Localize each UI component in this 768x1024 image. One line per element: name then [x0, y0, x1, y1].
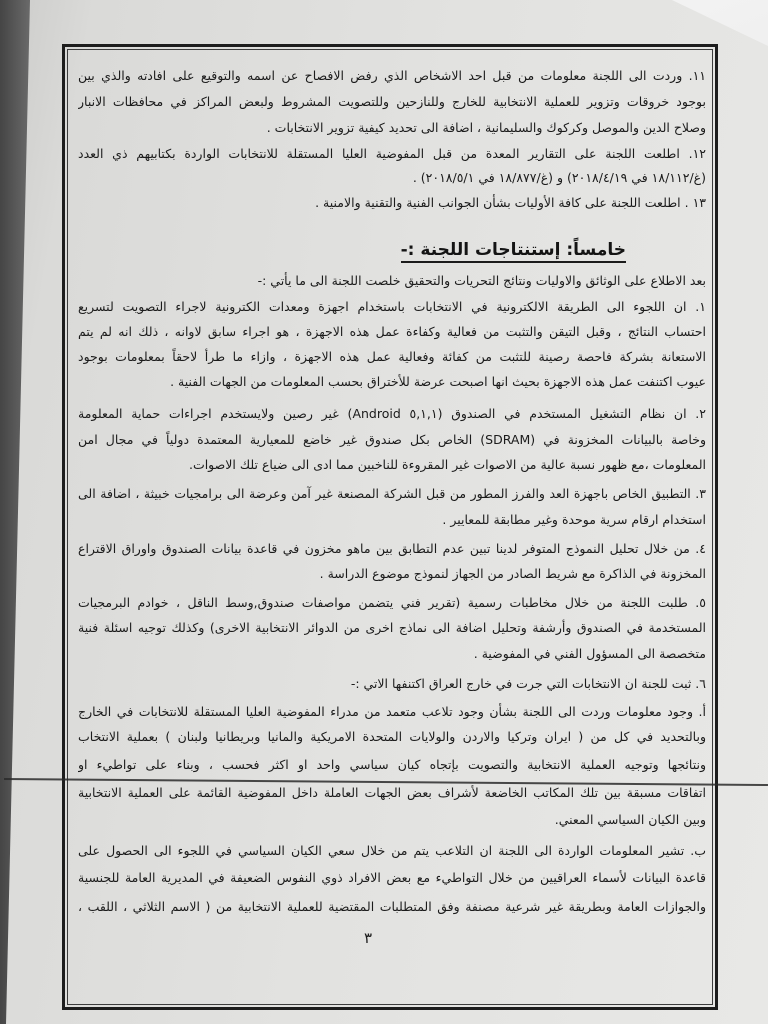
- text-line: وبين الكيان السياسي المعني.: [554, 812, 706, 827]
- text-line: ٥. طلبت اللجنة من خلال مخاطبات رسمية (تقرير فني يتضمن مواصفات صندوق,وسط الناقل ، خوادم البرمجيات: [78, 595, 706, 610]
- text-line: المخزونة في الذاكرة مع شريط الصادر من الجهاز لنموذج موضوع الدراسة .: [319, 566, 706, 581]
- text-line: أ. وجود معلومات وردت الى اللجنة بشأن وجود تلاعب متعمد من مدراء المفوضية العليا المستقلة للانتخابات في الخارج: [78, 704, 706, 719]
- text-line: المستخدمة في الصندوق وأرشفة وتحليل اضافة الى نماذج اخرى من الدوائر الانتخابية الاخرى) وكذلك توجيه اسئلة فنية: [78, 620, 706, 635]
- text-line: ونتائجها وتوجيه العملية الانتخابية والتصويت بإتجاه كيان سياسي واحد او اكثر فحسب ، وبناء على تواطيء او: [78, 757, 706, 772]
- text-line: عيوب اكتنفت عمل هذه الاجهزة بحيث انها اصبحت عرضة للأختراق بحسب المعلومات من الجهات الفنية .: [170, 374, 706, 389]
- text-line: الاستعانة بشركة فاحصة رصينة للتثبت من كفائة وفعالية عمل هذه الاجهزة ، وازاء ما طرأ لاحقاً بمعلومات بوجود: [78, 349, 706, 364]
- text-line: وصلاح الدين والموصل وكركوك والسليمانية ، اضافة الى تحديد كيفية تزوير الانتخابات .: [266, 120, 706, 135]
- page-number: ٣: [363, 929, 373, 947]
- text-line: ١٢. اطلعت اللجنة على التقارير المعدة من قبل المفوضية العليا المستقلة للانتخابات الواردة بكتابيهم ذي العدد: [78, 146, 706, 161]
- section-intro: بعد الاطلاع على الوثائق والاوليات ونتائج التحريات والتحقيق خلصت اللجنة الى ما يأتي :-: [257, 273, 706, 288]
- text-line: متخصصة الى المسؤول الفني في المفوضية .: [473, 646, 706, 661]
- text-line: ١١. وردت الى اللجنة معلومات من قبل احد الاشخاص الذي رفض الافصاح عن اسمه والتوقيع على افادته والذي بين: [78, 68, 706, 83]
- text-line: المعلومات ،مع ظهور نسبة عالية من الاصوات غير المقروءة للناخبين مما ادى الى ضياع تلك الاصوات.: [188, 457, 706, 472]
- text-line: والجوازات العامة وبطريقة غير شرعية مصنفة وفق المتطلبات المقتضية للعملية الانتخابية من ( الاسم الثلاثي ، اللقب ،: [78, 899, 706, 914]
- text-line: ٣. التطبيق الخاص باجهزة العد والفرز المطور من قبل الشركة المصنعة غير آمن وعرضة الى برامجيات خبيثة ، اضافة الى: [78, 486, 706, 501]
- section-heading: [356, 236, 626, 268]
- text-line: وبالتحديد في كل من ( ايران وتركيا والاردن والولايات المتحدة الامريكية والمانيا وبريطانيا ولبنان ) بعملية الانتخاب: [78, 729, 706, 744]
- text-line: استخدام ارقام سرية موحدة وغير مطابقة للمعايير .: [442, 512, 706, 527]
- text-line: ١. ان اللجوء الى الطريقة الالكترونية في الانتخابات باستخدام اجهزة ومعدات الكترونية لاجراء التصويت لتسريع: [78, 299, 706, 314]
- text-line: ٢. ان نظام التشغيل المستخدم في الصندوق (٥,١,١ Android) غير رصين ولايستخدم اجراءات حماية المعلومة: [78, 406, 706, 421]
- section-heading-text: خامساً: إستنتاجات اللجنة :-: [401, 240, 626, 263]
- text-line: قاعدة البيانات لأسماء العراقيين من خلال التواطيء مع بعض الافراد ذوي النفوس الضعيفة في المديرية العامة للجنسية: [78, 870, 706, 885]
- text-line: ١٣ . اطلعت اللجنة على كافة الأوليات بشأن الجوانب الفنية والتقنية والامنية .: [315, 195, 706, 210]
- text-line: (غ/١٨/١١٢ في ٢٠١٨/٤/١٩) و (غ/١٨/٨٧٧ في ٢٠١٨/٥/١) .: [412, 170, 706, 185]
- text-line: ٤. من خلال تحليل النموذج المتوفر لدينا تبين عدم التطابق بين ماهو مخزون في قاعدة بيانات الصندوق واوراق الاقتراع: [78, 541, 706, 556]
- text-line: ٦. ثبت للجنة ان الانتخابات التي جرت في خارج العراق اكتنفها الاتي :-: [350, 676, 706, 691]
- text-line: ب. تشير المعلومات الواردة الى اللجنة ان التلاعب يتم من خلال سعي الكيان السياسي في اللجوء الى الحصول على: [78, 843, 706, 858]
- text-line: احتساب النتائج ، وقبل التيقن والتثبت من فعالية وكفاءة عمل هذه الاجهزة ، هو اجراء سابق لاوانه ، ذلك انه لم يتم: [78, 324, 706, 339]
- text-line: وخاصة بالبيانات المخزونة في (SDRAM) الخاص بكل صندوق غير خاضع للمعيارية المعتمدة دولياً في مجال امن: [78, 432, 706, 447]
- text-line: بوجود خروقات وتزوير للعملية الانتخابية للخارج وللنازحين وللتصويت المشروط ولبعض المراكز في محافظات الانبار: [78, 94, 706, 109]
- text-line: اتفاقات مسبقة بين تلك المكاتب الخاضعة لأشراف بعض الجهات العاملة داخل المفوضية القائمة على العملية الانتخابية: [78, 785, 706, 800]
